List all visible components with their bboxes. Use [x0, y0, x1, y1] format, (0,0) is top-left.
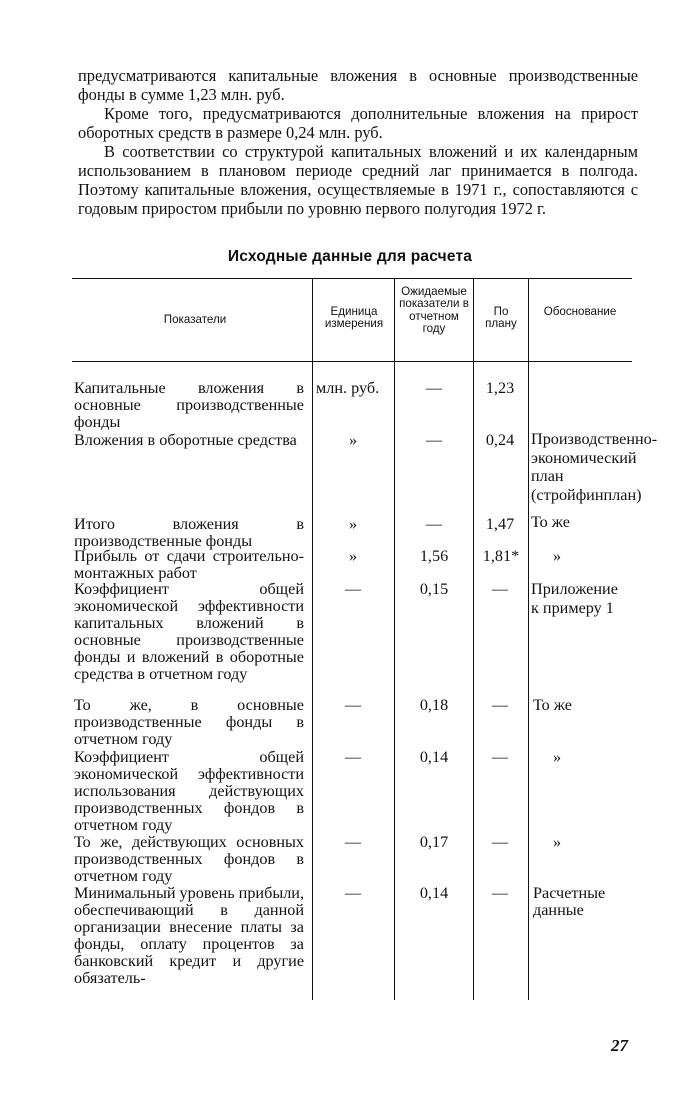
header-basis: Обоснование	[543, 305, 617, 318]
intro-paragraph-2: Кроме того, предусматриваются дополнительные вложения на прирост оборотных средств в размере 0,24 млн. руб.	[78, 104, 638, 142]
row-2-plan: 0,24	[485, 431, 515, 449]
page-number: 27	[611, 1036, 628, 1055]
row-8-expected: 0,17	[419, 833, 449, 851]
row-7-unit: —	[344, 748, 362, 766]
header-unit: Единица измерения	[324, 305, 384, 331]
row-3-basis: То же	[531, 513, 570, 531]
row-1-indicator: Капитальные вложения в основные производственные фонды	[74, 379, 304, 431]
row-9-expected: 0,14	[419, 884, 449, 902]
row-7-expected: 0,14	[419, 748, 449, 766]
row-5-indicator: Коэффициент общей экономической эффективности капитальных вложений в основные производственные фонды и вложений в оборотные средства в отчетном году	[74, 580, 304, 683]
row-1-expected: —	[425, 379, 443, 397]
row-7-indicator: Коэффициент общей экономической эффективности использования действующих производственных фондов в отчетном году	[74, 748, 304, 834]
row-1-unit: млн. руб.	[316, 379, 380, 397]
row-9-indicator: Минимальный уровень прибыли, обеспечивающий в данной организации внесение платы за фонды, оплату процентов за банковский кредит и другие обязатель-	[74, 884, 304, 987]
column-divider-basis	[528, 278, 529, 1000]
intro-paragraph-1: предусматриваются капитальные вложения в основные производственные фонды в сумме 1,23 млн. руб.	[78, 66, 638, 104]
row-6-basis: То же	[533, 696, 572, 714]
header-plan: По плану	[485, 305, 517, 331]
row-4-unit: »	[348, 547, 358, 565]
row-8-indicator: То же, действующих основных производственных фондов в отчетном году	[74, 833, 304, 885]
row-4-indicator: Прибыль от сдачи строительно-монтажных работ	[74, 547, 304, 582]
row-5-expected: 0,15	[419, 580, 449, 598]
row-4-expected: 1,56	[419, 547, 449, 565]
row-5-plan: —	[491, 580, 509, 598]
row-7-plan: —	[491, 748, 509, 766]
table-top-rule	[72, 278, 632, 279]
row-3-expected: —	[425, 515, 443, 533]
row-6-indicator: То же, в основные производственные фонды в отчетном году	[74, 696, 304, 748]
column-divider-unit	[312, 278, 313, 1000]
table-header-rule	[72, 361, 632, 362]
row-8-plan: —	[491, 833, 509, 851]
row-3-indicator: Итого вложения в производственные фонды	[74, 515, 304, 550]
intro-paragraph-3: В соответствии со структурой капитальных вложений и их календарным использованием в плановом периоде средний лаг принимается в полгода. Поэтому капитальные вложения, осуществляемые в 1971 г., сопоставляются с годовым приростом прибыли по уровню первого полугодия 1972 г.	[78, 142, 638, 218]
row-9-unit: —	[344, 884, 362, 902]
row-7-basis: »	[552, 748, 562, 766]
row-5-basis: Приложение к примеру 1	[531, 580, 618, 617]
row-6-unit: —	[344, 696, 362, 714]
column-divider-expected	[394, 278, 395, 1000]
header-expected: Ожидаемые показатели в отчетном году	[399, 285, 469, 336]
table-title: Исходные данные для расчета	[227, 248, 473, 265]
row-2-indicator: Вложения в оборотные средства	[74, 431, 297, 449]
row-8-unit: —	[344, 833, 362, 851]
row-4-plan: 1,81*	[482, 547, 520, 565]
row-2-unit: »	[348, 431, 358, 449]
row-2-basis: Производственно-экономический план (стройфинплан)	[531, 430, 658, 504]
row-8-basis: »	[552, 833, 562, 851]
row-6-expected: 0,18	[419, 696, 449, 714]
row-5-unit: —	[344, 580, 362, 598]
row-9-basis: Расчетные данные	[533, 884, 606, 919]
row-6-plan: —	[491, 696, 509, 714]
row-2-expected: —	[425, 431, 443, 449]
header-indicator: Показатели	[163, 313, 227, 326]
row-4-basis: »	[552, 547, 562, 565]
row-3-plan: 1,47	[485, 515, 515, 533]
intro-text	[78, 66, 638, 218]
row-3-unit: »	[348, 515, 358, 533]
row-1-plan: 1,23	[485, 379, 515, 397]
row-9-plan: —	[491, 884, 509, 902]
